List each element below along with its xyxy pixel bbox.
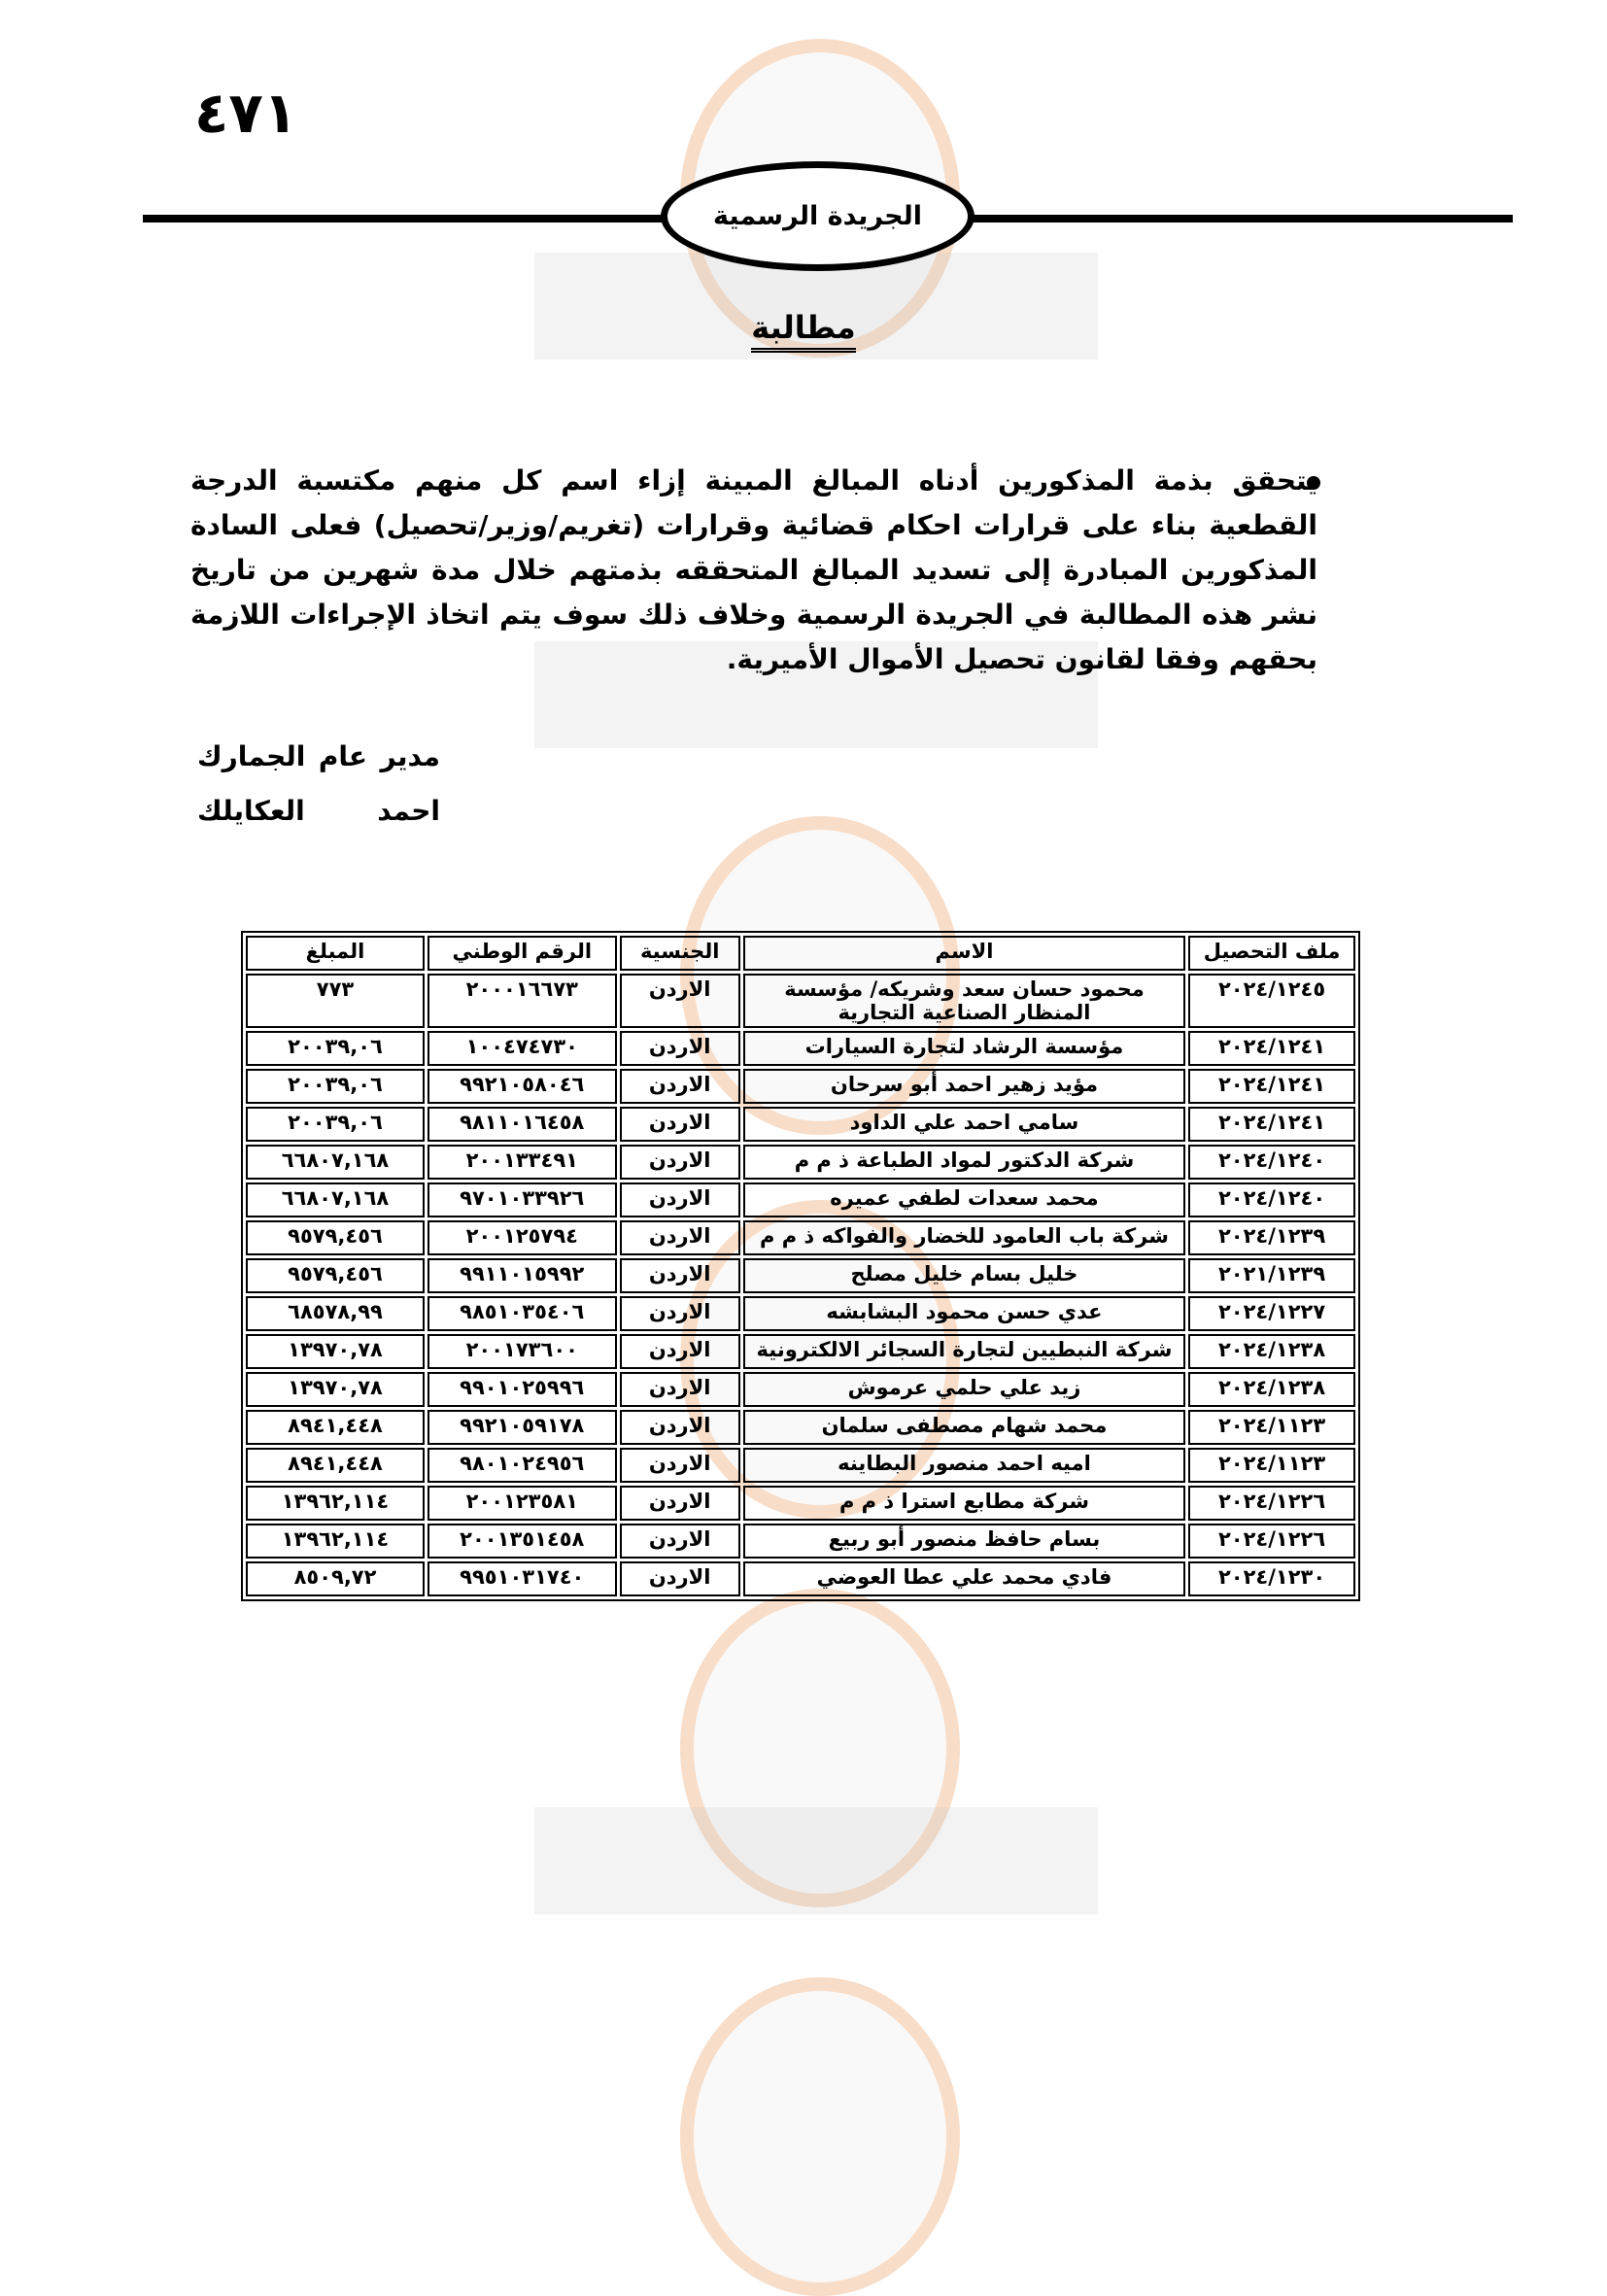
cell-amount: ٧٧٣ xyxy=(246,974,425,1028)
cell-national-id: ٩٧٠١٠٣٣٩٢٦ xyxy=(427,1182,617,1217)
cell-name: فادي محمد علي عطا العوضي xyxy=(743,1561,1185,1596)
cell-national-id: ٢٠٠١٣٥١٤٥٨ xyxy=(427,1524,617,1559)
cell-nationality: الاردن xyxy=(620,1069,740,1104)
cell-nationality: الاردن xyxy=(620,1107,740,1142)
cell-national-id: ٩٩٢١٠٥٩١٧٨ xyxy=(427,1410,617,1445)
cell-national-id: ٢٠٠١٣٣٤٩١ xyxy=(427,1145,617,1180)
watermark-clock-icon xyxy=(680,1589,960,1907)
notice-body: يتحقق بذمة المذكورين أدناه المبالغ المبينة إزاء اسم كل منهم مكتسبة الدرجة القطعية بناء على قرارات احكام قضائية وقرارات (تغريم/وزير/تحصيل) فعلى السادة المذكورين المبادرة إلى تسديد المبالغ المتحققه بذمتهم خلال مدة شهرين من تاريخ نشر هذه المطالبة في الجريدة الرسمية وخلاف ذلك سوف يتم اتخاذ الإجراءات اللازمة بحقهم وفقا لقانون تحصيل الأموال الأميرية. xyxy=(190,464,1317,675)
cell-file: ٢٠٢٤/١٢٤٥ xyxy=(1188,974,1355,1028)
cell-nationality: الاردن xyxy=(620,1448,740,1483)
claims-table xyxy=(241,931,1360,1601)
cell-amount: ٨٩٤١,٤٤٨ xyxy=(246,1410,425,1445)
cell-name: بسام حافظ منصور أبو ربيع xyxy=(743,1524,1185,1559)
cell-national-id: ٩٨١١٠١٦٤٥٨ xyxy=(427,1107,617,1142)
header-amount: المبلغ xyxy=(246,936,425,971)
cell-name: اميه احمد منصور البطاينه xyxy=(743,1448,1185,1483)
cell-national-id: ١٠٠٤٧٤٧٣٠ xyxy=(427,1031,617,1066)
cell-name: مؤسسة الرشاد لتجارة السيارات xyxy=(743,1031,1185,1066)
table-row xyxy=(246,1031,1355,1066)
cell-name: محمود حسان سعد وشريكه/ مؤسسة المنظار الصناعية التجارية xyxy=(743,974,1185,1028)
signatory-name: احمد العكايلك xyxy=(197,795,440,827)
cell-name: عدي حسن محمود البشابشه xyxy=(743,1296,1185,1331)
cell-nationality: الاردن xyxy=(620,1145,740,1180)
cell-national-id: ٢٠٠١٢٣٥٨١ xyxy=(427,1486,617,1521)
watermark-logo xyxy=(534,1807,1098,1914)
cell-file: ٢٠٢٤/١٢٢٦ xyxy=(1188,1524,1355,1559)
cell-file: ٢٠٢٤/١٢٤١ xyxy=(1188,1069,1355,1104)
cell-file: ٢٠٢٤/١٢٣٩ xyxy=(1188,1220,1355,1255)
cell-amount: ٨٥٠٩,٧٢ xyxy=(246,1561,425,1596)
cell-amount: ٢٠٠٣٩,٠٦ xyxy=(246,1107,425,1142)
cell-name: شركة باب العامود للخضار والفواكه ذ م م xyxy=(743,1220,1185,1255)
cell-amount: ١٣٩٧٠,٧٨ xyxy=(246,1372,425,1407)
cell-amount: ٩٥٧٩,٤٥٦ xyxy=(246,1258,425,1293)
cell-amount: ٨٩٤١,٤٤٨ xyxy=(246,1448,425,1483)
signatory-position: مدير عام الجمارك xyxy=(197,740,440,772)
notice-title-wrap xyxy=(0,309,1607,346)
table-row xyxy=(246,1220,1355,1255)
table-row xyxy=(246,1448,1355,1483)
watermark-clock-icon xyxy=(680,1977,960,2296)
cell-file: ٢٠٢٤/١١٢٣ xyxy=(1188,1410,1355,1445)
cell-file: ٢٠٢٤/١٢٣٠ xyxy=(1188,1561,1355,1596)
cell-nationality: الاردن xyxy=(620,1031,740,1066)
table-row xyxy=(246,1107,1355,1142)
table-row xyxy=(246,1182,1355,1217)
table-row xyxy=(246,1561,1355,1596)
cell-nationality: الاردن xyxy=(620,1486,740,1521)
cell-nationality: الاردن xyxy=(620,1182,740,1217)
cell-file: ٢٠٢١/١٢٣٩ xyxy=(1188,1258,1355,1293)
publication-name: الجريدة الرسمية xyxy=(713,201,922,231)
cell-national-id: ٩٨٠١٠٢٤٩٥٦ xyxy=(427,1448,617,1483)
cell-national-id: ٢٠٠١٧٣٦٠٠ xyxy=(427,1334,617,1369)
cell-amount: ٢٠٠٣٩,٠٦ xyxy=(246,1031,425,1066)
cell-name: شركة النبطيين لتجارة السجائر الالكترونية xyxy=(743,1334,1185,1369)
cell-name: خليل بسام خليل مصلح xyxy=(743,1258,1185,1293)
header-file: ملف التحصيل xyxy=(1188,936,1355,971)
notice-title: مطالبة xyxy=(751,309,855,353)
cell-amount: ٦٦٨٠٧,١٦٨ xyxy=(246,1145,425,1180)
cell-amount: ١٣٩٦٢,١١٤ xyxy=(246,1524,425,1559)
cell-nationality: الاردن xyxy=(620,1561,740,1596)
cell-nationality: الاردن xyxy=(620,1334,740,1369)
table-row xyxy=(246,1069,1355,1104)
cell-nationality: الاردن xyxy=(620,974,740,1028)
cell-amount: ٢٠٠٣٩,٠٦ xyxy=(246,1069,425,1104)
cell-file: ٢٠٢٤/١٢٣٨ xyxy=(1188,1372,1355,1407)
cell-nationality: الاردن xyxy=(620,1258,740,1293)
cell-nationality: الاردن xyxy=(620,1372,740,1407)
header-nationality: الجنسية xyxy=(620,936,740,971)
table-row xyxy=(246,1372,1355,1407)
cell-file: ٢٠٢٤/١٢٢٦ xyxy=(1188,1486,1355,1521)
cell-nationality: الاردن xyxy=(620,1410,740,1445)
cell-file: ٢٠٢٤/١٢٤٠ xyxy=(1188,1145,1355,1180)
table-row xyxy=(246,1258,1355,1293)
cell-national-id: ٩٩٢١٠٥٨٠٤٦ xyxy=(427,1069,617,1104)
cell-file: ٢٠٢٤/١٢٣٨ xyxy=(1188,1334,1355,1369)
cell-amount: ٩٥٧٩,٤٥٦ xyxy=(246,1220,425,1255)
cell-national-id: ٩٨٥١٠٣٥٤٠٦ xyxy=(427,1296,617,1331)
header-national-id: الرقم الوطني xyxy=(427,936,617,971)
page-number: ٤٧١ xyxy=(194,80,298,146)
cell-national-id: ٢٠٠١٢٥٧٩٤ xyxy=(427,1220,617,1255)
cell-national-id: ٩٩١١٠١٥٩٩٢ xyxy=(427,1258,617,1293)
cell-name: شركة الدكتور لمواد الطباعة ذ م م xyxy=(743,1145,1185,1180)
header-name: الاسم xyxy=(743,936,1185,971)
table-row xyxy=(246,1486,1355,1521)
cell-amount: ١٣٩٧٠,٧٨ xyxy=(246,1334,425,1369)
cell-name: مؤيد زهير احمد أبو سرحان xyxy=(743,1069,1185,1104)
cell-file: ٢٠٢٤/١١٢٣ xyxy=(1188,1448,1355,1483)
cell-nationality: الاردن xyxy=(620,1524,740,1559)
cell-file: ٢٠٢٤/١٢٤١ xyxy=(1188,1031,1355,1066)
table-row xyxy=(246,1524,1355,1559)
cell-name: سامي احمد علي الداود xyxy=(743,1107,1185,1142)
table-row xyxy=(246,1145,1355,1180)
cell-national-id: ٩٩٠١٠٢٥٩٩٦ xyxy=(427,1372,617,1407)
table-row xyxy=(246,974,1355,1028)
cell-file: ٢٠٢٤/١٢٢٧ xyxy=(1188,1296,1355,1331)
cell-national-id: ٢٠٠٠١٦٦٧٣ xyxy=(427,974,617,1028)
cell-name: شركة مطابع استرا ذ م م xyxy=(743,1486,1185,1521)
cell-file: ٢٠٢٤/١٢٤١ xyxy=(1188,1107,1355,1142)
cell-national-id: ٩٩٥١٠٣١٧٤٠ xyxy=(427,1561,617,1596)
cell-file: ٢٠٢٤/١٢٤٠ xyxy=(1188,1182,1355,1217)
cell-name: محمد شهام مصطفى سلمان xyxy=(743,1410,1185,1445)
table-row xyxy=(246,1296,1355,1331)
cell-amount: ٦٨٥٧٨,٩٩ xyxy=(246,1296,425,1331)
cell-nationality: الاردن xyxy=(620,1296,740,1331)
table-row xyxy=(246,1334,1355,1369)
cell-amount: ١٣٩٦٢,١١٤ xyxy=(246,1486,425,1521)
cell-amount: ٦٦٨٠٧,١٦٨ xyxy=(246,1182,425,1217)
publication-badge xyxy=(661,161,974,271)
table-header-row xyxy=(246,936,1355,971)
cell-name: زيد علي حلمي عرموش xyxy=(743,1372,1185,1407)
table-row xyxy=(246,1410,1355,1445)
cell-name: محمد سعدات لطفي عميره xyxy=(743,1182,1185,1217)
cell-nationality: الاردن xyxy=(620,1220,740,1255)
